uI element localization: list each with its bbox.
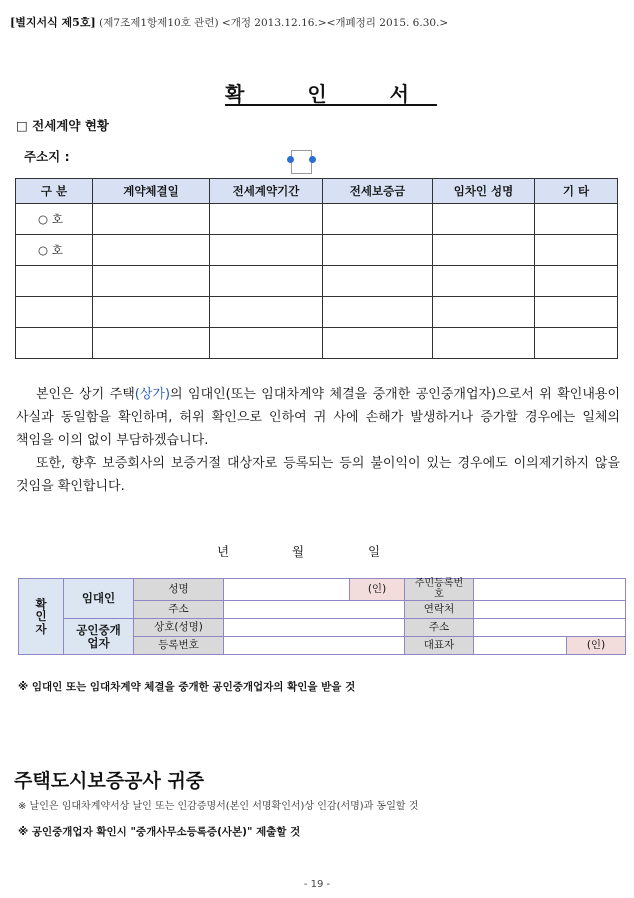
table-cell[interactable] (433, 297, 535, 328)
confirmation-statement (16, 383, 620, 498)
page-number: - 19 - (303, 879, 331, 890)
landlord-label: 임대인 (64, 579, 134, 619)
confirmation-note: ※ 임대인 또는 임대차계약 체결을 중개한 공인중개업자의 확인을 받을 것 (18, 681, 356, 693)
table-cell[interactable] (16, 297, 93, 328)
object-anchor-box[interactable] (291, 150, 312, 174)
address-label: 주소지 : (24, 149, 70, 164)
lease-status-table (15, 178, 618, 359)
table-cell[interactable] (535, 235, 618, 266)
table-cell[interactable] (535, 297, 618, 328)
resident-number-field[interactable] (474, 579, 626, 601)
landlord-name-label: 성명 (134, 579, 224, 601)
registration-number-field[interactable] (224, 637, 405, 655)
date-year-label: 년 (217, 544, 230, 559)
form-header (10, 14, 448, 30)
table-cell[interactable] (323, 328, 433, 359)
col-header-deposit: 전세보증금 (323, 179, 433, 204)
table-cell[interactable] (16, 266, 93, 297)
resident-number-label: 주민등록번 호 (405, 579, 474, 601)
commercial-building-field[interactable]: (상가) (134, 387, 171, 402)
landlord-address-label: 주소 (134, 601, 224, 619)
document-title-text: 확 인 서 (225, 82, 437, 106)
table-cell[interactable] (433, 328, 535, 359)
representative-label: 대표자 (405, 637, 474, 655)
table-cell[interactable] (16, 328, 93, 359)
col-header-contract-date: 계약체결일 (93, 179, 210, 204)
seal-note: ※ 날인은 임대차계약서상 날인 또는 인감증명서(본인 서명확인서)상 인감(서명)과 동일할 것 (18, 801, 419, 812)
table-cell[interactable] (210, 204, 323, 235)
table-cell[interactable] (93, 266, 210, 297)
table-cell[interactable] (210, 235, 323, 266)
table-cell[interactable] (323, 297, 433, 328)
confirmer-table (18, 578, 626, 655)
table-cell[interactable] (323, 204, 433, 235)
agent-address-label: 주소 (405, 619, 474, 637)
statement-text: 본인은 상기 주택 (36, 387, 135, 402)
anchor-handle-left-icon[interactable] (287, 156, 294, 163)
statement-text: 의 임대인(또는 임대차계약 체결을 중개한 공인중개업자)으로서 위 확인내용이 사실과 동일함을 확인하며, 허위 확인으로 인하여 귀 사에 손해가 발생하거나 증가할 경우에는 일체의 책임을 이의 없이 부담하겠습니다. (16, 387, 620, 448)
representative-field[interactable] (474, 637, 567, 655)
table-cell[interactable]: ○ 호 (16, 235, 93, 266)
table-cell[interactable]: ○ 호 (16, 204, 93, 235)
trade-name-label: 상호(성명) (134, 619, 224, 637)
agent-address-field[interactable] (474, 619, 626, 637)
confirmer-row (19, 619, 626, 637)
confirmer-side-label: 확 인 자 (19, 579, 64, 655)
registration-number-label: 등록번호 (134, 637, 224, 655)
table-cell[interactable] (433, 204, 535, 235)
agent-label: 공인중개 업자 (64, 619, 134, 655)
table-cell[interactable] (93, 328, 210, 359)
anchor-handle-right-icon[interactable] (309, 156, 316, 163)
table-cell[interactable] (93, 235, 210, 266)
confirmer-row (19, 579, 626, 601)
landlord-address-field[interactable] (224, 601, 405, 619)
table-cell[interactable] (93, 204, 210, 235)
table-cell[interactable] (433, 266, 535, 297)
document-title (0, 78, 634, 107)
col-header-lease-period: 전세계약기간 (210, 179, 323, 204)
landlord-seal-label: (인) (350, 579, 405, 601)
table-cell[interactable] (535, 266, 618, 297)
table-row (16, 204, 618, 235)
contact-field[interactable] (474, 601, 626, 619)
section-heading-lease-status: □ 전세계약 현황 (16, 118, 109, 133)
table-cell[interactable] (93, 297, 210, 328)
table-cell[interactable] (433, 235, 535, 266)
table-row (16, 266, 618, 297)
contact-label: 연락처 (405, 601, 474, 619)
landlord-name-field[interactable] (224, 579, 350, 601)
statement-paragraph-1 (16, 383, 620, 452)
recipient-organization: 주택도시보증공사 귀중 (14, 770, 205, 792)
col-header-tenant-name: 임차인 성명 (433, 179, 535, 204)
agent-document-note: ※ 공인중개업자 확인시 "중개사무소등록증(사본)" 제출할 것 (18, 826, 301, 838)
trade-name-field[interactable] (224, 619, 405, 637)
form-reference: (제7조제1항제10호 관련) <개정 2013.12.16.><개폐정리 2015. 6.30.> (99, 17, 449, 29)
table-cell[interactable] (210, 266, 323, 297)
table-row (16, 297, 618, 328)
table-row (16, 328, 618, 359)
table-cell[interactable] (535, 328, 618, 359)
date-day-label: 일 (368, 544, 381, 559)
statement-paragraph-2: 또한, 향후 보증회사의 보증거절 대상자로 등록되는 등의 불이익이 있는 경우에도 이의제기하지 않을 것임을 확인합니다. (16, 456, 620, 494)
table-row (16, 235, 618, 266)
col-header-other: 기 타 (535, 179, 618, 204)
col-header-category: 구 분 (16, 179, 93, 204)
date-month-label: 월 (292, 544, 305, 559)
lease-table-header-row (16, 179, 618, 204)
table-cell[interactable] (535, 204, 618, 235)
table-cell[interactable] (323, 235, 433, 266)
table-cell[interactable] (323, 266, 433, 297)
form-number: [별지서식 제5호] (10, 16, 96, 29)
representative-seal-label: (인) (567, 637, 626, 655)
table-cell[interactable] (210, 297, 323, 328)
table-cell[interactable] (210, 328, 323, 359)
